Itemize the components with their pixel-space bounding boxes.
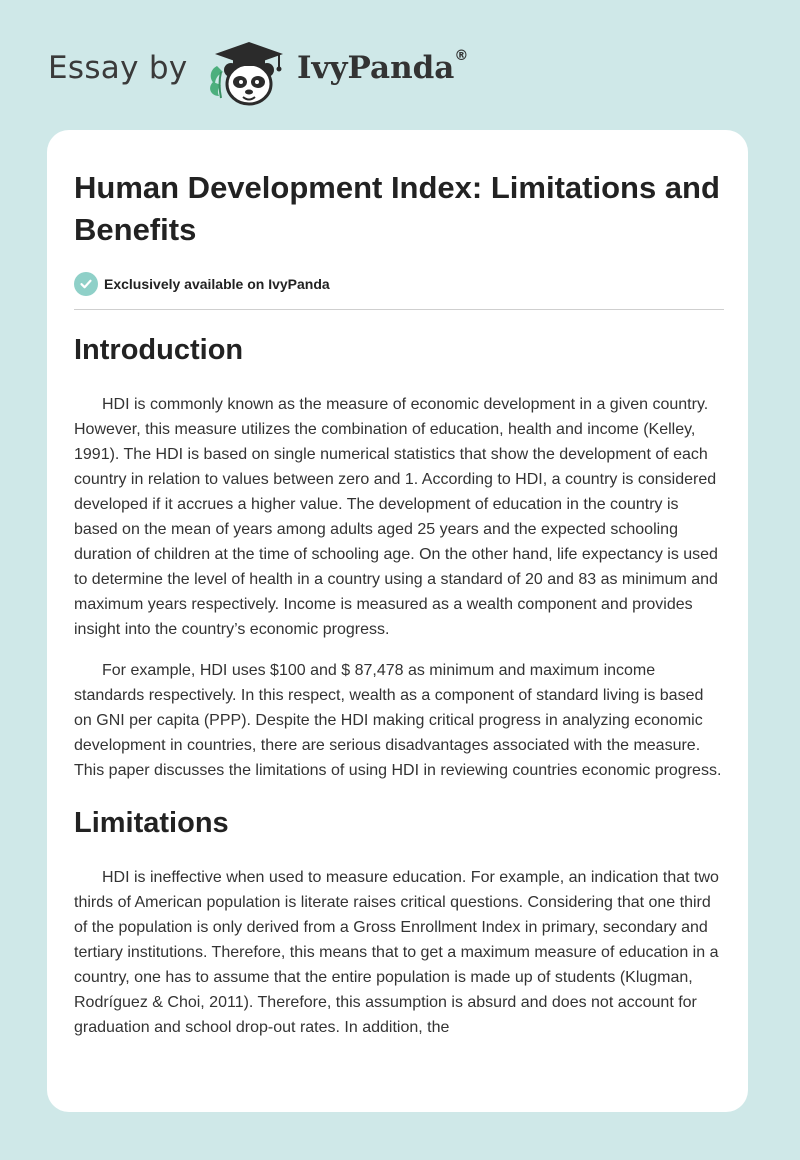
paragraph: For example, HDI uses $100 and $ 87,478 as minimum and maximum income standards respectively. In this respect, wealth as a component of standard living is based on GNI per capita (PPP). Despite the HDI making critical progress in analyzing economic development in countries, there are serious disadvantages associated with the measure. This paper discusses the limitations of using HDI in reviewing countries economic progress. — [74, 662, 722, 779]
essay-by-label: Essay by — [48, 50, 188, 86]
essay-content — [74, 130, 724, 1040]
badge-label: Exclusively available on IvyPanda — [104, 276, 330, 292]
page-title: Human Development Index: Limitations and Benefits — [74, 170, 720, 247]
check-circle-icon — [74, 272, 98, 296]
paragraph: HDI is ineffective when used to measure education. For example, an indication that two thirds of American population is literate raises critical questions. Considering that one third of the population is only derived from a Gross Enrollment Index in primary, secondary and tertiary institutions. Therefore, this means that to get a maximum measure of education in a country, one has to assume that the entire population is made up of students (Klugman, Rodríguez & Choi, 2011). Therefore, this assumption is absurd and does not account for graduation and school drop-out rates. In addition, the — [74, 869, 719, 1036]
brand-name[interactable] — [297, 50, 468, 86]
ivypanda-graduate-panda-icon[interactable] — [203, 36, 293, 108]
divider — [74, 309, 724, 310]
essay-card — [47, 130, 748, 1112]
site-header — [0, 0, 800, 130]
paragraph: HDI is commonly known as the measure of economic development in a given country. However, this measure utilizes the combination of education, health and income (Kelley, 1991). The HDI is based on single numerical statistics that show the development of each country in relation to values between zero and 1. According to HDI, a country is considered developed if it accrues a higher value. The development of education in the country is based on the mean of years among adults aged 25 years and the expected schooling duration of children at the time of schooling age. On the other hand, life expectancy is used to determine the level of health in a country using a standard of 20 and 83 as minimum and maximum years respectively. Income is measured as a wealth component and provides insight into the country’s economic progress. — [74, 396, 718, 638]
exclusive-badge — [74, 271, 724, 297]
registered-mark: ® — [454, 48, 469, 64]
section-heading-introduction: Introduction — [74, 334, 244, 366]
brand-text: IvyPanda — [297, 50, 455, 86]
section-heading-limitations: Limitations — [74, 807, 229, 839]
